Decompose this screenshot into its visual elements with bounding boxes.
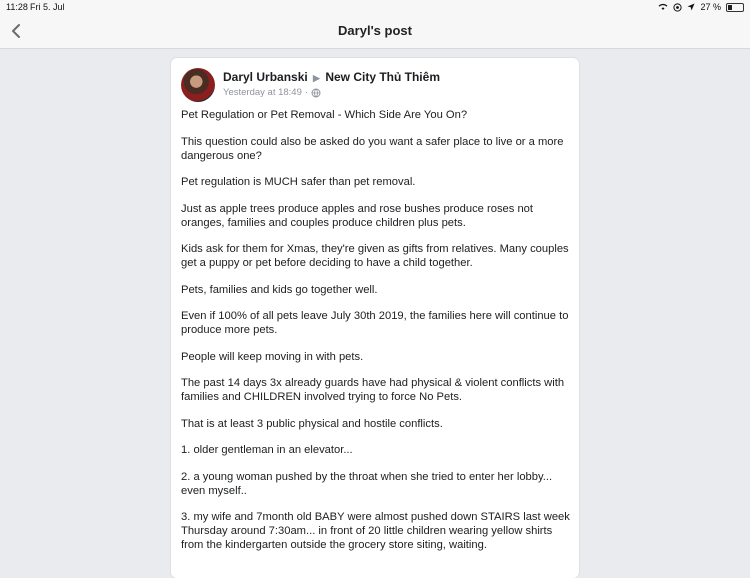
post-paragraph: 2. a young woman pushed by the throat when she tried to enter her lobby... even myself.. bbox=[181, 470, 553, 497]
post-paragraph: Even if 100% of all pets leave July 30th 2019, the families here will continue to produce more pets. bbox=[181, 310, 569, 336]
group-name[interactable]: New City Thủ Thiêm bbox=[325, 70, 440, 84]
globe-icon bbox=[311, 88, 321, 98]
location-arrow-icon bbox=[687, 3, 695, 11]
post-paragraph: The past 14 days 3x already guards have had physical & violent conflicts with families and CHILDREN involved trying to force No Pets. bbox=[181, 377, 565, 403]
battery-icon bbox=[726, 3, 744, 12]
status-icons bbox=[658, 2, 744, 12]
post-paragraph: Kids ask for them for Xmas, they're given as gifts from relatives. Many couples get a puppy or pet before deciding to have a child together. bbox=[181, 243, 569, 269]
post-paragraph: Just as apple trees produce apples and rose bushes produce roses not oranges, families and couples produce children plus pets. bbox=[181, 202, 534, 229]
page-title: Daryl's post bbox=[338, 23, 412, 38]
nav-bar bbox=[0, 14, 750, 49]
post-meta bbox=[223, 87, 321, 98]
post-paragraph: That is at least 3 public physical and hostile conflicts. bbox=[181, 417, 443, 430]
author-name[interactable]: Daryl Urbanski bbox=[223, 70, 308, 84]
separator-dot: · bbox=[304, 87, 309, 98]
post-paragraph: People will keep moving in with pets. bbox=[181, 350, 364, 363]
post-paragraph: 1. older gentleman in an elevator... bbox=[181, 444, 353, 456]
post-paragraph: 3. my wife and 7month old BABY were almost pushed down STAIRS last week Thursday around 7:30am... in front of 20 little children wearing yellow shirts from the kindergarten outside the grocery store siting, waiting. bbox=[181, 511, 570, 551]
post-timestamp[interactable]: Yesterday at 18:49 bbox=[223, 87, 302, 98]
battery-percent: 27 % bbox=[700, 2, 721, 12]
post-paragraph: This question could also be asked do you want a safer place to live or a more dangerous one? bbox=[181, 135, 564, 162]
post-paragraph: Pets, families and kids go together well. bbox=[181, 283, 378, 296]
avatar[interactable] bbox=[181, 68, 215, 102]
status-time: 11:28 bbox=[6, 2, 28, 12]
wifi-icon bbox=[658, 3, 668, 11]
status-bar bbox=[0, 0, 750, 14]
post-paragraph: Pet regulation is MUCH safer than pet removal. bbox=[181, 176, 416, 188]
post-body bbox=[181, 108, 573, 565]
at-sign-icon bbox=[673, 3, 682, 12]
post-header bbox=[223, 70, 440, 84]
arrow-right-icon: ▶ bbox=[313, 73, 320, 83]
post-paragraph: Pet Regulation or Pet Removal - Which Side Are You On? bbox=[181, 109, 468, 121]
post-card bbox=[171, 58, 579, 578]
status-date: Fri 5. Jul bbox=[30, 2, 65, 12]
